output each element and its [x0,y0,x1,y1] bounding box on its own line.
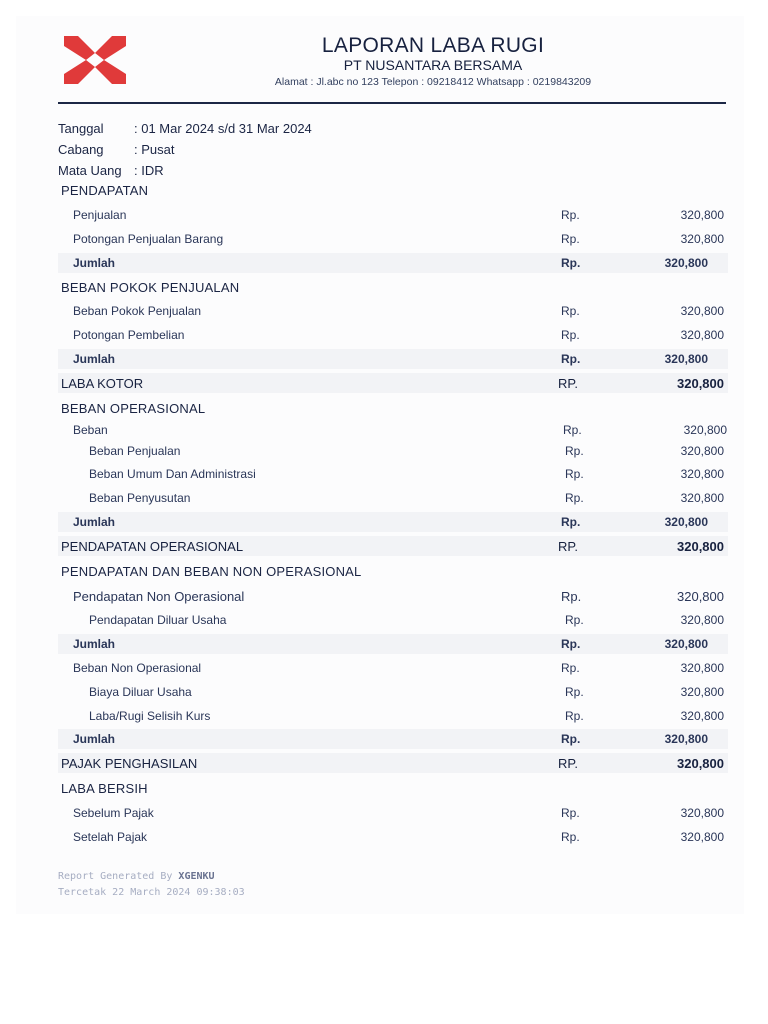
row-amount: 320,800 [680,467,724,481]
row-label: BEBAN OPERASIONAL [61,401,206,416]
row-label: BEBAN POKOK PENJUALAN [61,280,240,295]
row-amount: 320,800 [680,232,724,246]
line-item [58,488,728,508]
row-label: PAJAK PENGHASILAN [61,756,198,771]
row-currency: RP. [558,756,578,771]
total-pendapatan-operasional [58,536,728,556]
group-item [58,420,728,440]
meta-value: : Pusat [134,142,175,157]
row-amount: 320,800 [677,589,724,604]
section-beban-operasional [58,398,728,418]
header-divider [58,102,726,104]
row-label: LABA BERSIH [61,781,148,796]
row-label: Potongan Penjualan Barang [73,232,224,246]
row-label: Laba/Rugi Selisih Kurs [89,709,211,723]
row-amount: 320,800 [677,376,724,391]
company-logo-icon [64,36,126,84]
row-currency: Rp. [563,423,582,437]
total-pajak-penghasilan [58,753,728,773]
row-label: PENDAPATAN [61,183,149,198]
subtotal-row [58,253,728,273]
row-currency: Rp. [561,589,582,604]
line-item [58,301,728,321]
subtotal-row [58,634,728,654]
section-non-operasional [58,561,728,581]
row-currency: Rp. [565,467,584,481]
row-amount: 320,800 [680,328,724,342]
row-amount: 320,800 [680,208,724,222]
row-label: Jumlah [73,637,116,651]
row-currency: Rp. [561,232,580,246]
row-amount: 320,800 [680,685,724,699]
row-currency: Rp. [561,352,581,366]
row-label: Penjualan [73,208,127,222]
row-label: Setelah Pajak [73,830,148,844]
report-title: LAPORAN LABA RUGI [321,34,545,57]
row-currency: Rp. [565,613,584,627]
line-item [58,205,728,225]
row-currency: Rp. [561,732,581,746]
section-beban-pokok [58,277,728,297]
row-amount: 320,800 [680,830,724,844]
row-amount: 320,800 [680,491,724,505]
row-label: Potongan Pembelian [73,328,185,342]
company-address: Alamat : Jl.abc no 123 Telepon : 09218412 Whatsapp : 0219843209 [274,76,592,88]
row-label: Biaya Diluar Usaha [89,685,192,699]
row-label: Sebelum Pajak [73,806,154,820]
row-currency: Rp. [561,830,580,844]
row-amount: 320,800 [683,423,727,437]
row-currency: Rp. [561,515,581,529]
total-laba-kotor [58,373,728,393]
row-amount: 320,800 [664,637,708,651]
footer-brand: XGENKU [178,871,215,882]
row-amount: 320,800 [680,613,724,627]
row-currency: Rp. [565,685,584,699]
row-amount: 320,800 [664,256,708,270]
line-item [58,803,728,823]
row-label: Jumlah [73,732,116,746]
line-item [58,827,728,847]
subtotal-row [58,349,728,369]
row-currency: Rp. [561,256,581,270]
group-item [58,586,728,606]
meta-label: Mata Uang [58,163,122,178]
row-amount: 320,800 [664,732,708,746]
row-label: Pendapatan Diluar Usaha [89,613,227,627]
meta-label: Cabang [58,142,104,157]
row-label: Beban Non Operasional [73,661,202,675]
row-label: Beban Umum Dan Administrasi [89,467,256,481]
row-currency: Rp. [561,328,580,342]
footer-generated-prefix: Report Generated By [58,871,179,882]
row-amount: 320,800 [677,756,724,771]
meta-label: Tanggal [58,121,104,136]
row-label: LABA KOTOR [61,376,144,391]
row-currency: RP. [558,539,578,554]
line-item [58,229,728,249]
row-currency: Rp. [565,444,584,458]
row-label: Jumlah [73,515,116,529]
row-label: PENDAPATAN DAN BEBAN NON OPERASIONAL [61,564,362,579]
row-label: PENDAPATAN OPERASIONAL [61,539,244,554]
row-amount: 320,800 [680,444,724,458]
company-name: PT NUSANTARA BERSAMA [343,57,523,73]
line-item [58,682,728,702]
line-item [58,706,728,726]
row-amount: 320,800 [680,806,724,820]
footer-generated [58,871,215,882]
row-label: Pendapatan Non Operasional [73,589,245,604]
row-currency: RP. [558,376,578,391]
row-label: Beban Penyusutan [89,491,191,505]
footer-printed: Tercetak 22 March 2024 09:38:03 [58,887,245,898]
row-currency: Rp. [561,208,580,222]
row-currency: Rp. [561,637,581,651]
meta-value: : IDR [134,163,164,178]
row-currency: Rp. [561,661,580,675]
meta-value: : 01 Mar 2024 s/d 31 Mar 2024 [134,121,312,136]
row-label: Jumlah [73,352,116,366]
row-currency: Rp. [565,491,584,505]
row-amount: 320,800 [680,304,724,318]
line-item [58,325,728,345]
line-item [58,610,728,630]
section-laba-bersih [58,778,728,798]
row-label: Beban Pokok Penjualan [73,304,202,318]
row-currency: Rp. [561,806,580,820]
subtotal-row [58,512,728,532]
section-pendapatan [58,180,728,200]
row-amount: 320,800 [677,539,724,554]
row-amount: 320,800 [680,661,724,675]
line-item [58,441,728,461]
row-currency: Rp. [561,304,580,318]
row-currency: Rp. [565,709,584,723]
row-label: Beban Penjualan [89,444,181,458]
group-item [58,658,728,678]
line-item [58,464,728,484]
row-label: Jumlah [73,256,116,270]
subtotal-row [58,729,728,749]
row-label: Beban [73,423,108,437]
row-amount: 320,800 [664,515,708,529]
row-amount: 320,800 [680,709,724,723]
row-amount: 320,800 [664,352,708,366]
